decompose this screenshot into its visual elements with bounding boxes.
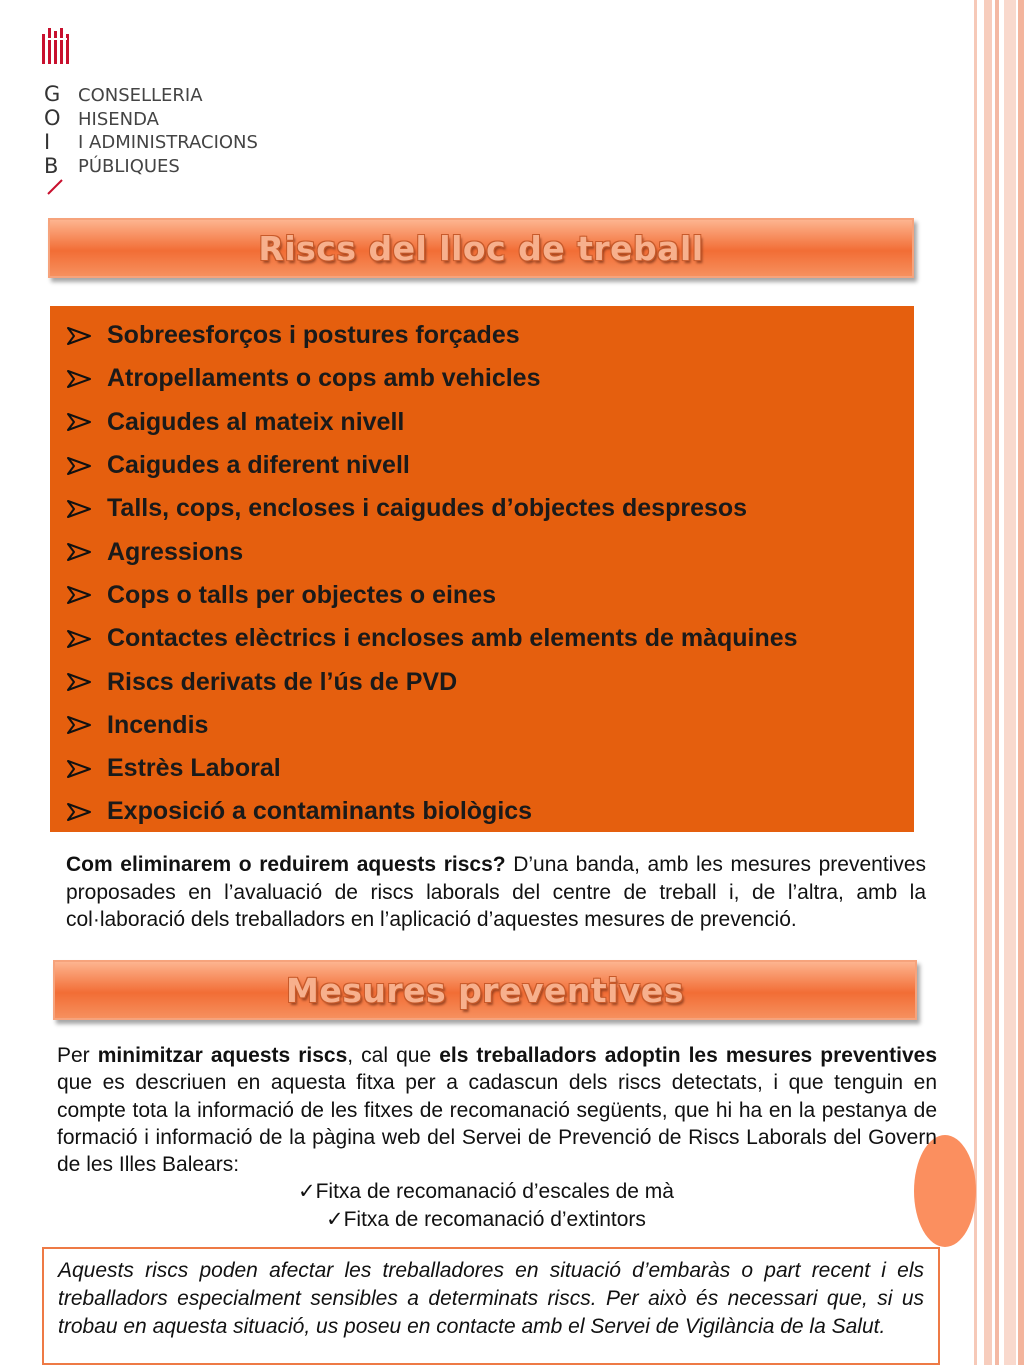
list-item bbox=[50, 487, 914, 530]
arrow-bullet-icon bbox=[64, 672, 94, 692]
risks-title: Riscs del lloc de treball bbox=[258, 228, 704, 268]
arrow-bullet-icon bbox=[64, 456, 94, 476]
check-icon: ✓ bbox=[326, 1207, 344, 1231]
organization-name bbox=[78, 84, 258, 178]
risk-label: Cops o talls per objectes o eines bbox=[107, 580, 497, 609]
list-item bbox=[50, 704, 914, 747]
arrow-bullet-icon bbox=[64, 585, 94, 605]
arrow-bullet-icon bbox=[64, 369, 94, 389]
risks-list bbox=[50, 306, 914, 832]
org-line: PÚBLIQUES bbox=[78, 155, 180, 177]
arrow-bullet-icon bbox=[64, 759, 94, 779]
risk-label: Exposició a contaminants biològics bbox=[107, 797, 533, 826]
logo-letter: G bbox=[44, 82, 61, 106]
measures-paragraph bbox=[57, 1042, 937, 1178]
checklist-item bbox=[298, 1178, 674, 1206]
risk-label: Estrès Laboral bbox=[107, 754, 281, 783]
stripe bbox=[1004, 0, 1016, 1365]
list-item bbox=[50, 401, 914, 444]
arrow-bullet-icon bbox=[64, 412, 94, 432]
arrow-bullet-icon bbox=[64, 629, 94, 649]
measures-text: que es descriuen en aquesta fitxa per a cadascun dels riscs detectats, i que tenguin en compte tota la informació de les fitxes de recomanació següents, que hi ha en la pestanya de formació i informació de la pàgina web del Servei de Prevenció de Riscs Laborals del Govern de les Illes Balears: bbox=[57, 1071, 937, 1177]
logo-letter: B bbox=[44, 154, 59, 178]
decorative-stripes bbox=[964, 0, 1024, 1365]
risk-label: Caigudes al mateix nivell bbox=[107, 407, 405, 436]
goib-logo bbox=[38, 22, 298, 202]
list-item bbox=[50, 314, 914, 357]
flag-icon bbox=[42, 28, 72, 64]
intro-question: Com eliminarem o reduirem aquests riscs? bbox=[66, 853, 506, 876]
measures-title: Mesures preventives bbox=[286, 970, 684, 1010]
intro-text: D’una banda, amb les mesures preventives proposades en l’avaluació de riscs laborals del centre de treball i, de l’altra, amb la col·laboració dels treballadors en l’aplicació d’aquestes mesures de prevenció. bbox=[66, 853, 926, 931]
risk-label: Sobreesforços i postures forçades bbox=[107, 321, 520, 350]
list-item bbox=[50, 747, 914, 790]
risk-label: Incendis bbox=[107, 710, 209, 739]
list-item bbox=[50, 790, 914, 833]
risk-label: Agressions bbox=[107, 537, 244, 566]
note-text: Aquests riscs poden afectar les treballadores en situació d’embaràs o part recent i els treballadors especialment sensibles a determinats riscs. Per això és necessari que, si us trobau en aquesta situació, us poseu en contacte amb el Servei de Vigilància de la Salut. bbox=[58, 1259, 924, 1338]
measures-text: Per bbox=[57, 1044, 98, 1067]
checklist-label: Fitxa de recomanació d’escales de mà bbox=[315, 1180, 674, 1203]
list-item bbox=[50, 617, 914, 660]
risk-label: Caigudes a diferent nivell bbox=[107, 451, 410, 480]
goib-letters bbox=[44, 82, 68, 178]
org-line: CONSELLERIA bbox=[78, 85, 203, 106]
risk-label: Riscs derivats de l’ús de PVD bbox=[107, 667, 458, 696]
intro-paragraph bbox=[66, 851, 926, 934]
checklist-item bbox=[326, 1206, 646, 1234]
list-item bbox=[50, 357, 914, 400]
measures-banner bbox=[53, 960, 917, 1020]
checklist-label: Fitxa de recomanació d’extintors bbox=[343, 1208, 646, 1231]
pregnancy-note-box bbox=[42, 1247, 940, 1365]
measures-text: , cal que bbox=[347, 1044, 440, 1067]
list-item bbox=[50, 530, 914, 573]
stripe bbox=[984, 0, 992, 1365]
measures-bold-text: minimitzar aquests riscs bbox=[97, 1044, 348, 1067]
arrow-bullet-icon bbox=[64, 715, 94, 735]
arrow-bullet-icon bbox=[64, 802, 94, 822]
risk-label: Atropellaments o cops amb vehicles bbox=[107, 364, 541, 393]
org-line: I ADMINISTRACIONS bbox=[78, 132, 258, 153]
check-icon: ✓ bbox=[298, 1179, 316, 1203]
logo-letter: I bbox=[44, 130, 51, 154]
stripe bbox=[1018, 0, 1024, 1365]
list-item bbox=[50, 660, 914, 703]
list-item bbox=[50, 574, 914, 617]
org-line: HISENDA bbox=[78, 108, 159, 130]
risk-label: Talls, cops, encloses i caigudes d’objectes despresos bbox=[107, 494, 748, 523]
risk-label: Contactes elèctrics i encloses amb elements de màquines bbox=[107, 624, 798, 653]
logo-letter: O bbox=[44, 106, 61, 130]
arrow-bullet-icon bbox=[64, 542, 94, 562]
measures-bold-text: els treballadors adoptin les mesures preventives bbox=[439, 1044, 937, 1067]
slash-icon bbox=[46, 178, 64, 196]
arrow-bullet-icon bbox=[64, 499, 94, 519]
stripe bbox=[974, 0, 977, 1365]
risks-banner bbox=[48, 218, 914, 278]
arrow-bullet-icon bbox=[64, 326, 94, 346]
stripe bbox=[995, 0, 999, 1365]
list-item bbox=[50, 444, 914, 487]
